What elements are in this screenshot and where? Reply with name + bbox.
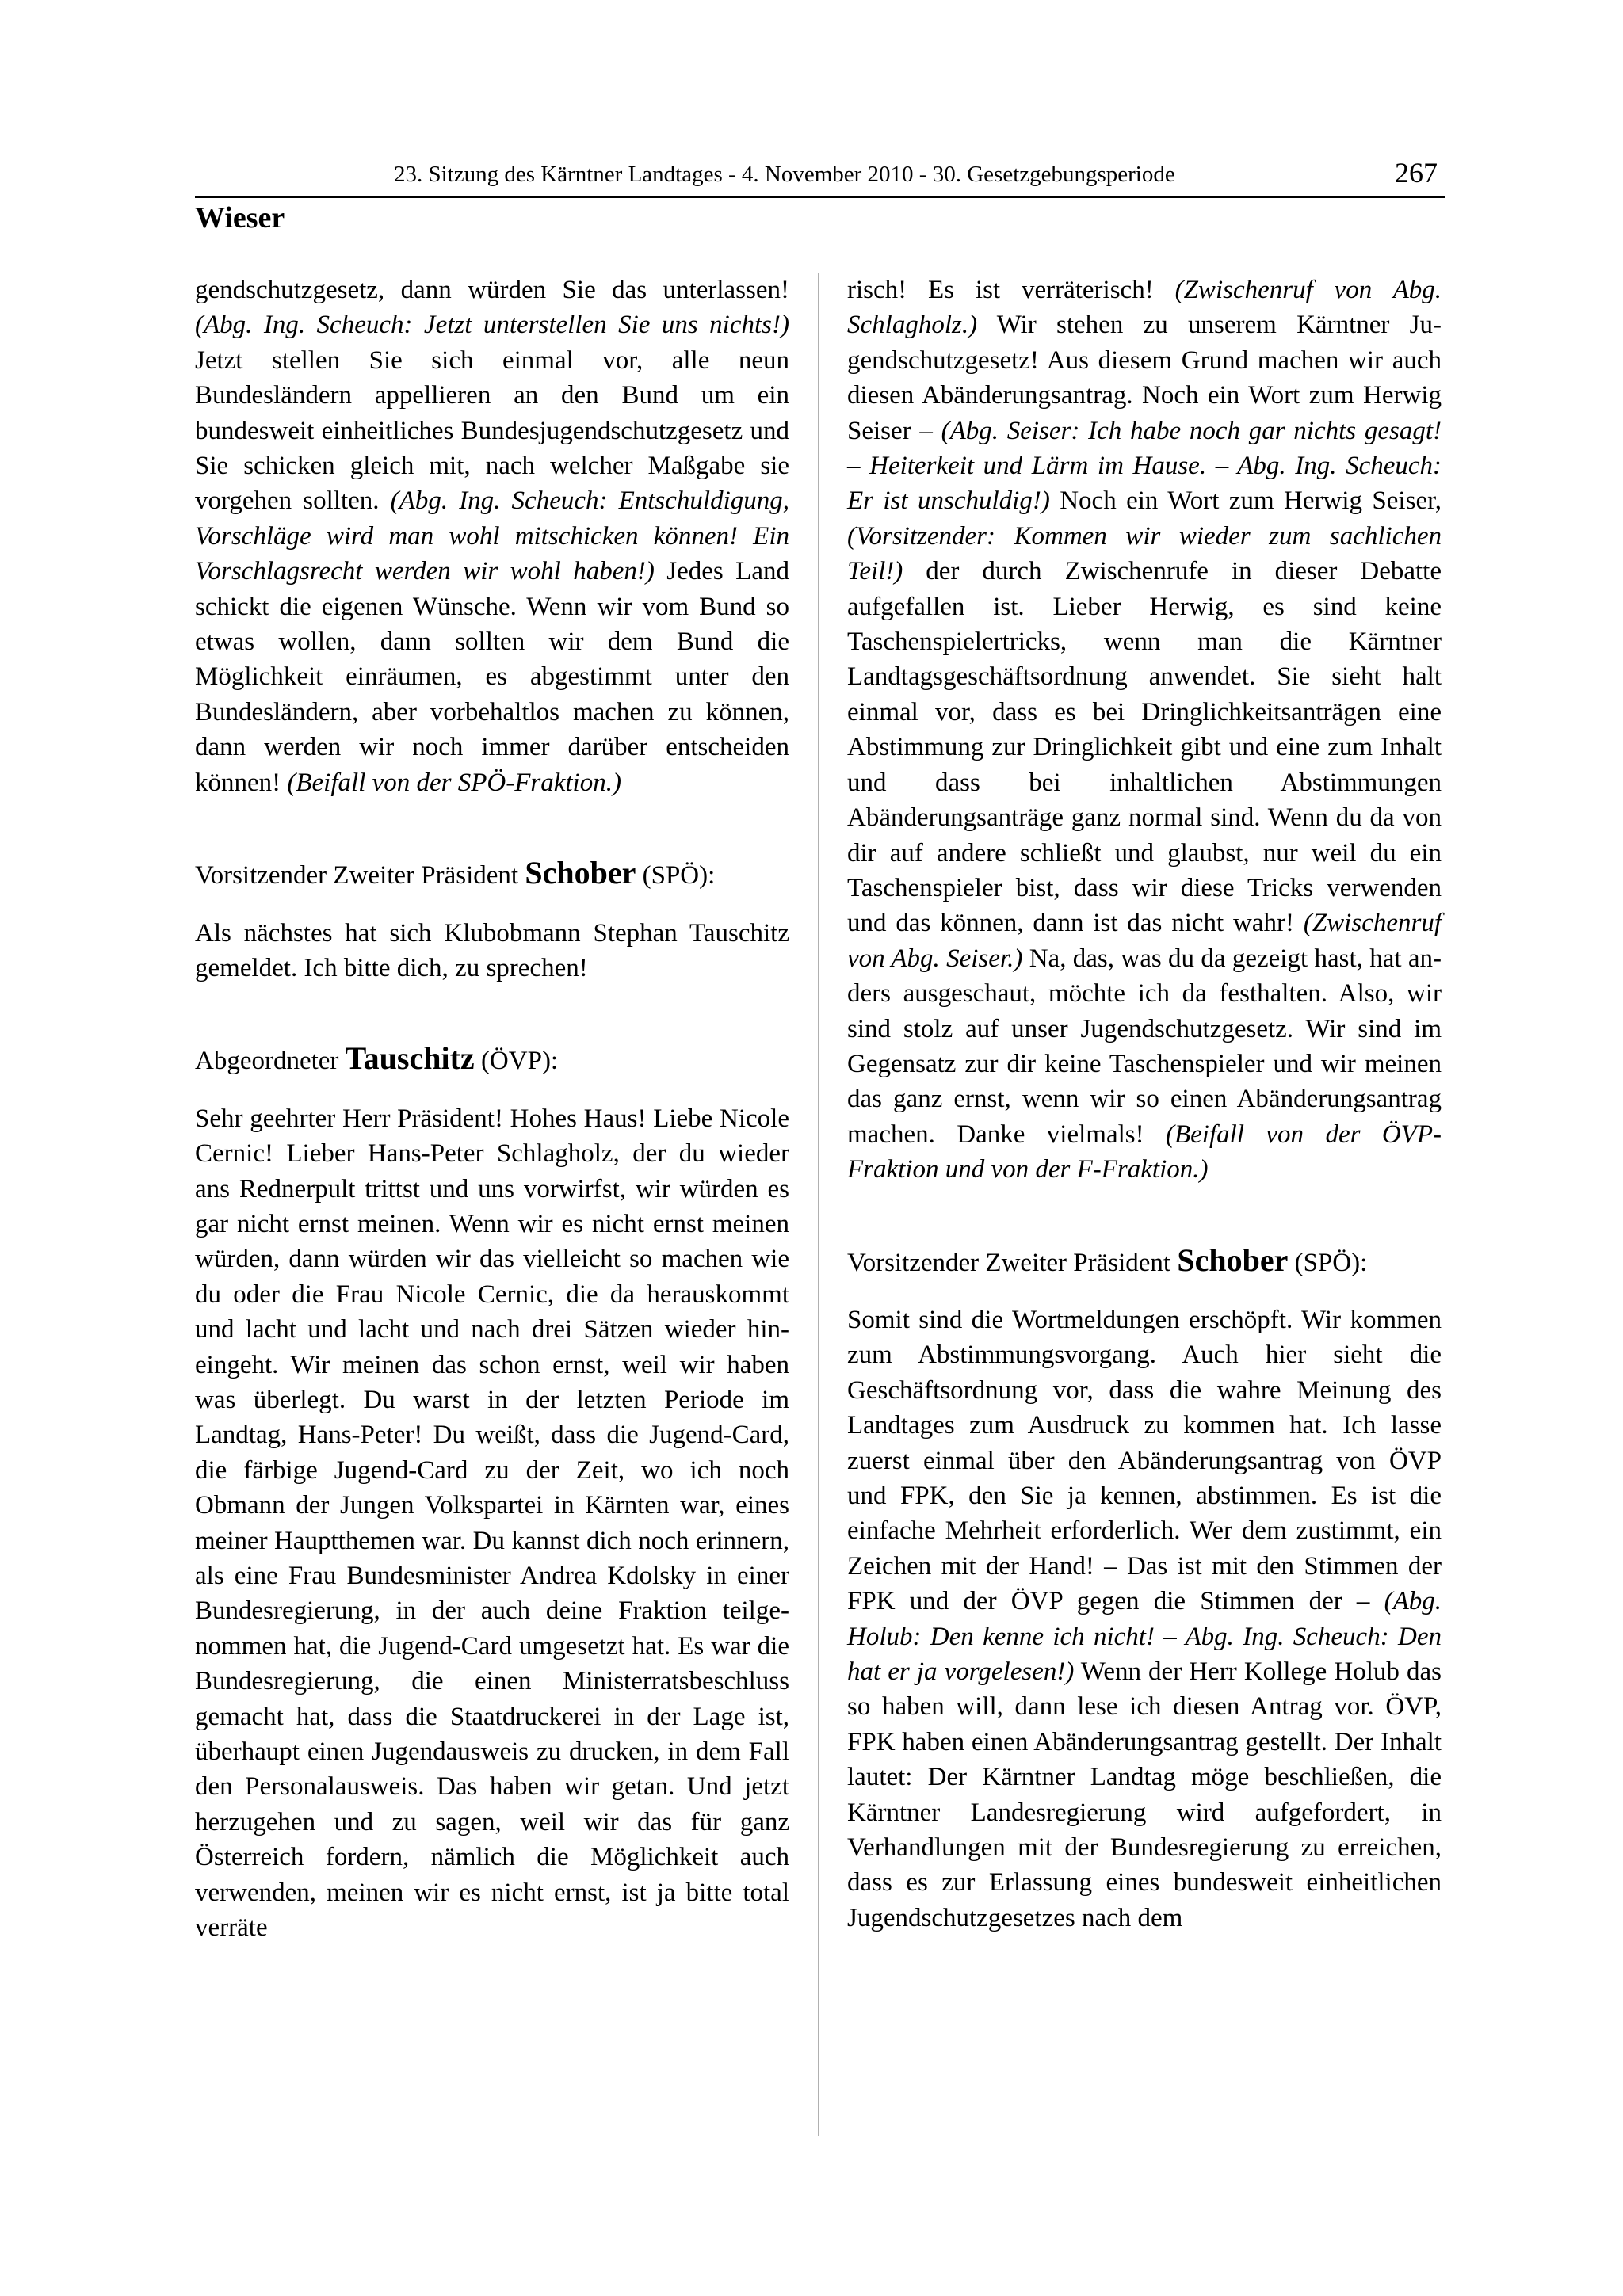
speaker-line xyxy=(847,1243,1442,1280)
interjection: (Beifall von der SPÖ-Fraktion.) xyxy=(287,768,621,797)
speech-text: der durch Zwischenrufe in dieser Debatte aufgefallen ist. Lieber Herwig, es sind keine Taschenspielertricks, wenn man die Kärntner Landtagsgeschäftsordnung anwendet. Sie sieht halt einmal vor, dass es bei Dringlichkeitsanträgen eine Abstimmung zur Dringlichkeit gibt und eine zum Inhalt und dass bei inhaltlichen Abstimmungen Abänderungsanträge ganz normal sind. Wenn du da von dir auf andere schließt und glaubst, nur weil du ein Taschenspieler bist, dass wir diese Tricks verwenden und das können, dann ist das nicht wahr! xyxy=(847,557,1442,938)
speech-text: Wenn der Herr Kollege Holub das so haben will, dann lese ich diesen Antrag vor. ÖVP, FPK haben einen Abänderungsantrag gestellt. Der Inhalt lautet: Der Kärntner Landtag möge beschließen, die Kärntner Landesregierung wird aufgefordert, in Verhandlungen mit der Bundesregierung zu erreichen, dass es zur Erlassung eines bundesweit einheitlichen Jugendschutzgesetzes nach dem xyxy=(847,1657,1442,1932)
speech-text: Jetzt stellen Sie sich einmal vor, alle neun Bundesländern appellieren an den Bund um ein bundesweit einheitliches Bundesjugendschutzgesetz und Sie schicken gleich mit, nach welcher Maßgabe sie vorgehen sollten. xyxy=(195,345,789,516)
speaker-name: Schober xyxy=(525,855,636,891)
paragraph xyxy=(195,273,789,800)
speaker-name: Schober xyxy=(1177,1241,1289,1278)
interjection: (Abg. Ing. Scheuch: Entschuldigung, Vorschläge wird man wohl mitschicken können! Ein Vorschlagsrecht werden wir wohl haben!) xyxy=(195,486,789,586)
interjection: (Zwischenruf von Abg. Schlagholz.) xyxy=(847,276,1442,340)
right-column xyxy=(847,273,1442,1936)
paragraph xyxy=(847,1302,1442,1936)
interjection: (Beifall von der ÖVP-Fraktion und von der F-Fraktion.) xyxy=(847,1119,1442,1184)
paragraph xyxy=(847,273,1442,1188)
speaker-party: (SPÖ): xyxy=(1288,1248,1368,1277)
interjection: (Abg. Seiser: Ich habe noch gar nichts gesagt! – Heiterkeit und Lärm im Hause. – Abg. Ing. Scheuch: Er ist unschuldig!) xyxy=(847,416,1442,516)
paragraph: Sehr geehrter Herr Präsident! Hohes Haus! Liebe Nicole Cernic! Lieber Hans-Peter Schlagholz, der du wieder ans Rednerpult trittst und uns vorwirfst, wir würden es gar nicht ernst meinen. Wenn wir es nicht ernst meinen würden, dann würden wir das vielleicht so machen wie du oder die Frau Nicole Cernic, die da herauskommt und lacht und lacht und nach drei Sätzen wieder hineingeht. Wir meinen das schon ernst, weil wir haben was überlegt. Du warst in der letzten Periode im Landtag, Hans-Peter! Du weißt, dass die Jugend-Card, die färbige Jugend-Card zu der Zeit, wo ich noch Obmann der Jungen Volkspartei in Kärnten war, eines meiner Hauptthemen war. Du kannst dich noch erinnern, als eine Frau Bundesminister Andrea Kdolsky in einer Bundesregierung, in der auch deine Fraktion teilgenommen hat, die Jugend-Card umgesetzt hat. Es war die Bundesregierung, die einen Ministerratsbeschluss gemacht hat, dass die Staatdruckerei in der Lage ist, überhaupt einen Jugendausweis zu drucken, in dem Fall den Personalausweis. Das haben wir getan. Und jetzt herzugehen und zu sagen, weil wir das für ganz Österreich fordern, nämlich die Möglichkeit auch verwenden, meinen wir es nicht ernst, ist ja bitte total verräte xyxy=(195,1104,789,1943)
speech-text: Na, das, was du da gezeigt hast, hat anders ausgeschaut, möchte ich da festhalten. Also, wir sind stolz auf unser Jugendschutzgesetz. Wir sind im Gegensatz zur dir keine Taschenspieler und wir meinen das ganz ernst, wenn wir so einen Abänderungsantrag machen. Danke vielmals! xyxy=(847,944,1442,1149)
column-divider xyxy=(818,273,819,2136)
speech-text: risch! Es ist verräterisch! xyxy=(847,276,1175,304)
header-rule xyxy=(195,196,1445,198)
speaker-line xyxy=(195,856,789,893)
interjection: (Vorsitzender: Kommen wir wieder zum sachlichen Teil!) xyxy=(847,521,1442,586)
interjection: (Abg. Holub: Den kenne ich nicht! – Abg. Ing. Scheuch: Den hat er ja vorgelesen!) xyxy=(847,1587,1442,1687)
speech-text: Jedes Land schickt die eigenen Wünsche. Wenn wir vom Bund so etwas wollen, dann sollten wir dem Bund die Möglichkeit einräumen, es abgestimmt unter den Bundesländern, aber vorbehaltlos machen zu können, dann werden wir noch immer darüber entscheiden können! xyxy=(195,557,789,797)
page-number: 267 xyxy=(1395,157,1438,189)
running-header: 23. Sitzung des Kärntner Landtages - 4. November 2010 - 30. Gesetzgebungsperiode xyxy=(394,162,1175,187)
speaker-prefix: Abgeordneter xyxy=(195,1047,346,1076)
left-column xyxy=(195,273,789,1945)
speaker-party: (SPÖ): xyxy=(636,861,716,891)
running-speaker-name: Wieser xyxy=(195,201,285,235)
speech-text: Wir stehen zu unserem Kärntner Jugendschutzgesetz! Aus diesem Grund machen wir auch diesen Abänderungsantrag. Noch ein Wort zum Herwig Seiser – xyxy=(847,311,1442,445)
interjection: (Zwischenruf von Abg. Seiser.) xyxy=(847,909,1442,973)
speaker-name: Tauschitz xyxy=(345,1040,475,1077)
speech-text: Noch ein Wort zum Herwig Seiser, xyxy=(1049,486,1442,516)
interjection: (Abg. Ing. Scheuch: Jetzt unterstellen Sie uns nichts!) xyxy=(195,311,789,340)
speaker-prefix: Vorsitzender Zweiter Präsident xyxy=(195,861,525,891)
speaker-prefix: Vorsitzender Zweiter Präsident xyxy=(847,1248,1178,1277)
speech-text: Somit sind die Wortmeldungen erschöpft. Wir kommen zum Abstimmungsvorgang. Auch hier sieht die Geschäftsordnung vor, dass die wahre Meinung des Landtages zum Ausdruck zu kommen hat. Ich lasse zuerst einmal über den Abänderungsantrag von ÖVP und FPK, den Sie ja kennen, abstimmen. Es ist die einfache Mehrheit erforderlich. Wer dem zustimmt, ein Zeichen mit der Hand! – Das ist mit den Stimmen der FPK und der ÖVP gegen die Stimmen der – xyxy=(847,1305,1442,1616)
speaker-party: (ÖVP): xyxy=(474,1047,559,1076)
speaker-line xyxy=(195,1041,789,1078)
speech-text: gendschutzgesetz, dann würden Sie das unterlassen! xyxy=(195,276,789,304)
paragraph: Als nächstes hat sich Klubobmann Stephan Tauschitz gemeldet. Ich bitte dich, zu sprechen! xyxy=(195,918,789,982)
